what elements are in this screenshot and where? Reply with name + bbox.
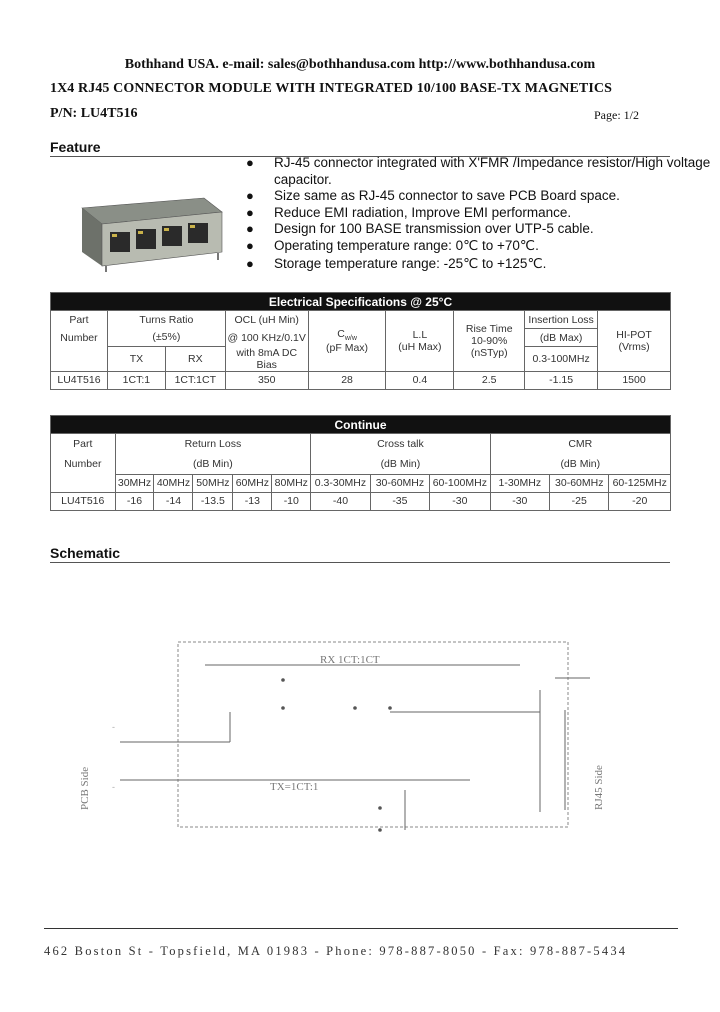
feature-item: ● Design for 100 BASE transmission over UTP-5 cable. — [246, 221, 594, 236]
feature-item: ● RJ-45 connector integrated with X'FMR /Impedance resistor/High voltage capacitor. — [246, 155, 711, 187]
freq-cell: 60-100MHz — [430, 474, 490, 492]
col-rx: RX — [165, 347, 225, 372]
col-number: Number — [51, 329, 108, 347]
freq-cell: 30-60MHz — [370, 474, 429, 492]
col-hipot — [598, 311, 671, 372]
col-part: Part — [51, 311, 108, 329]
svg-text:-: - — [112, 782, 115, 792]
freq-cell: 1-30MHz — [490, 474, 549, 492]
cell: -1.15 — [525, 371, 598, 389]
cww-sub: w/w — [344, 334, 357, 342]
freq-cell: 50MHz — [193, 474, 233, 492]
il-range: 0.3-100MHz — [525, 347, 598, 372]
cell: 2.5 — [454, 371, 525, 389]
cell: -13 — [233, 492, 272, 510]
col-cross-talk: Cross talk — [311, 434, 490, 455]
cell: -40 — [311, 492, 370, 510]
cell: 1CT:1CT — [165, 371, 225, 389]
number-spacer — [51, 474, 116, 492]
electrical-spec-table — [50, 292, 671, 390]
footer-address: 462 Boston St - Topsfield, MA 01983 - Phone: 978-887-8050 - Fax: 978-887-5434 — [44, 944, 628, 958]
col-turns-ratio: Turns Ratio — [107, 311, 225, 329]
turns-tolerance: (±5%) — [107, 329, 225, 347]
col-tx: TX — [107, 347, 165, 372]
freq-cell: 0.3-30MHz — [311, 474, 370, 492]
schematic-rj45-label: RJ45 Side — [593, 765, 605, 810]
schematic-tx-label: TX=1CT:1 — [270, 781, 319, 793]
feature-item-text: RJ-45 connector integrated with X'FMR /Impedance resistor/High voltage capacitor. — [274, 155, 711, 187]
col-part: Part — [51, 434, 116, 455]
feature-item: ● Operating temperature range: 0℃ to +70℃. — [246, 237, 539, 253]
schematic-heading: Schematic — [50, 545, 670, 563]
col-number: Number — [51, 454, 116, 474]
feature-item: ● Size same as RJ-45 connector to save PCB Board space. — [246, 188, 620, 203]
cell: -14 — [154, 492, 193, 510]
cell: 0.4 — [386, 371, 454, 389]
cww-label: C — [337, 327, 345, 340]
freq-cell: 40MHz — [154, 474, 193, 492]
electrical-spec-title: Electrical Specifications @ 25°C — [51, 293, 671, 311]
cell: -30 — [430, 492, 490, 510]
feature-list — [246, 155, 720, 273]
col-return-loss: Return Loss — [115, 434, 311, 455]
ocl-condition: @ 100 KHz/0.1V — [225, 329, 308, 347]
svg-text:-: - — [112, 722, 115, 732]
feature-item-text: Storage temperature range: -25℃ to +125℃. — [274, 256, 547, 271]
col-ocl: OCL (uH Min) — [225, 311, 308, 329]
hipot-label: HI-POT — [616, 328, 652, 341]
schematic-rx-label: RX 1CT:1CT — [320, 654, 380, 666]
company-contact-line: Bothhand USA. e-mail: sales@bothhandusa.com http://www.bothhandusa.com — [124, 57, 596, 72]
cell: 1CT:1 — [107, 371, 165, 389]
cmr-unit: (dB Min) — [490, 454, 670, 474]
feature-item-text: Operating temperature range: 0℃ to +70℃. — [274, 237, 539, 253]
continue-spec-table — [50, 415, 671, 511]
feature-item-text: Size same as RJ-45 connector to save PCB Board space. — [274, 188, 620, 203]
document-title: 1X4 RJ45 CONNECTOR MODULE WITH INTEGRATED 10/100 BASE-TX MAGNETICS — [50, 81, 613, 96]
freq-cell: 60-125MHz — [609, 474, 671, 492]
freq-cell: 30-60MHz — [550, 474, 609, 492]
ct-unit: (dB Min) — [311, 454, 490, 474]
cell: -13.5 — [193, 492, 233, 510]
freq-cell: 80MHz — [272, 474, 311, 492]
col-insertion-loss: Insertion Loss — [525, 311, 598, 329]
il-unit: (dB Max) — [525, 329, 598, 347]
cell: -20 — [609, 492, 671, 510]
feature-item: ● Reduce EMI radiation, Improve EMI performance. — [246, 204, 572, 220]
table-row — [51, 371, 671, 389]
cell: -10 — [272, 492, 311, 510]
feature-item-text: Reduce EMI radiation, Improve EMI performance. — [274, 204, 572, 220]
cell: -35 — [370, 492, 429, 510]
feature-item-text: Design for 100 BASE transmission over UTP-5 cable. — [274, 221, 594, 236]
number-spacer — [51, 347, 108, 372]
page-indicator: Page: 1/2 — [594, 108, 639, 122]
hipot-unit: (Vrms) — [618, 340, 650, 353]
ll-unit: (uH Max) — [398, 340, 442, 353]
col-rise-time — [454, 311, 525, 372]
cww-unit: (pF Max) — [326, 341, 369, 354]
freq-cell: 60MHz — [233, 474, 272, 492]
cell: -30 — [490, 492, 549, 510]
feature-heading: Feature — [50, 139, 670, 157]
freq-cell: 30MHz — [115, 474, 154, 492]
cell: 350 — [225, 371, 308, 389]
rise-label: Rise Time — [465, 322, 513, 335]
feature-item: ● Storage temperature range: -25℃ to +125℃. — [246, 256, 547, 271]
cell: -16 — [115, 492, 154, 510]
col-cww — [308, 311, 386, 372]
schematic-diagram — [50, 590, 670, 880]
rj45-connector-photo — [72, 196, 228, 272]
col-ll — [386, 311, 454, 372]
cell: LU4T516 — [51, 371, 108, 389]
cell: 28 — [308, 371, 386, 389]
table-row — [51, 492, 671, 510]
footer-divider — [44, 928, 678, 929]
schematic-pcb-label: PCB Side — [79, 766, 91, 810]
part-number: P/N: LU4T516 — [50, 106, 138, 121]
continue-title: Continue — [51, 416, 671, 434]
cell: -25 — [550, 492, 609, 510]
col-cmr: CMR — [490, 434, 670, 455]
rl-unit: (dB Min) — [115, 454, 311, 474]
ll-label: L.L — [412, 328, 428, 341]
rise-unit: 10-90%(nSTyp) — [470, 334, 508, 359]
cell: 1500 — [598, 371, 671, 389]
ocl-bias: with 8mA DC Bias — [225, 347, 308, 372]
cell: LU4T516 — [51, 492, 116, 510]
